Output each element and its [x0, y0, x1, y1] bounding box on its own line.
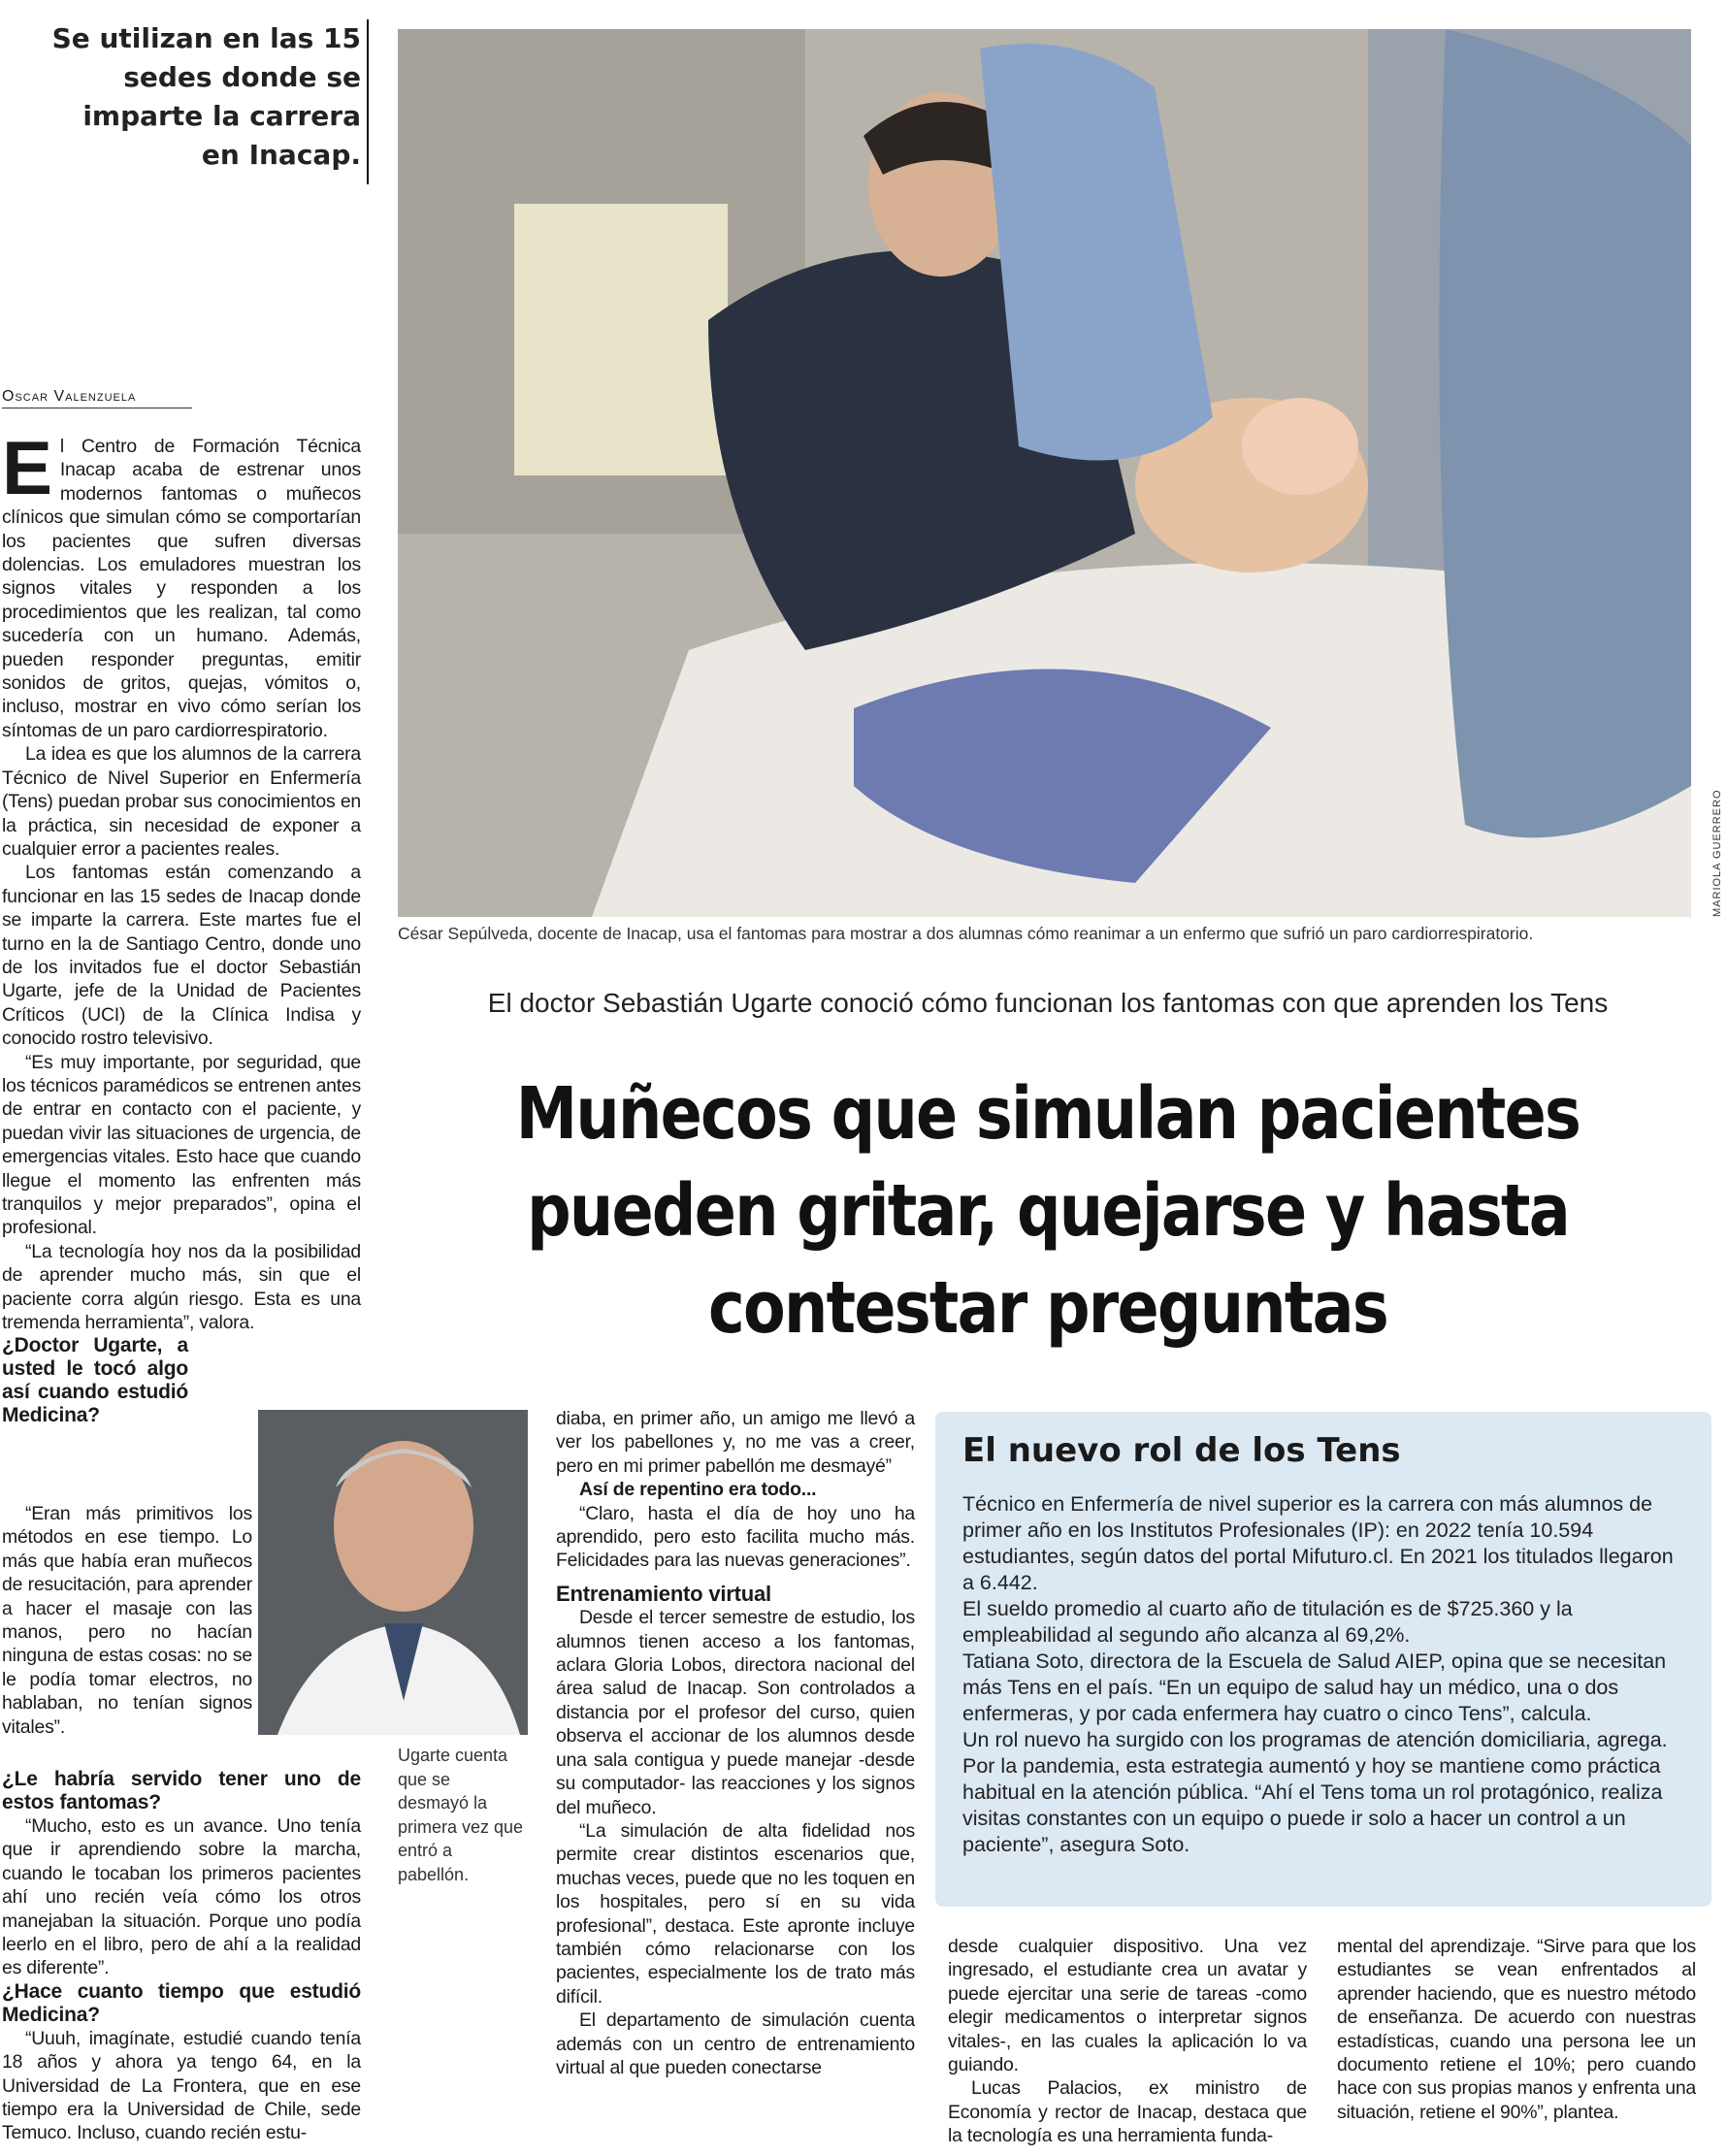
paragraph: l Centro de Formación Técnica Inacap acaba de estrenar unos modernos fantomas o muñecos clínicos que simulan cómo se comportarían los pacientes que sufren diversas dolencias. Los emuladores muestran los signos vitales y responden a los procedimientos que les realizan, tal como sucedería con un humano. Además, pueden responder preguntas, emitir sonidos de gritos, quejas, vómitos o, incluso, mostrar en vivo cómo serían los síntomas de un paro cardiorrespiratorio.	[2, 436, 361, 741]
main-photo	[398, 29, 1691, 917]
kicker-line: imparte la carrera	[82, 100, 361, 132]
paragraph: “La simulación de alta fidelidad nos permite crear distintos escenarios que, muchas veces, puede que no les toquen en los hospitales, pero sí en su vida profesional”, destaca. Este apronte incluye también cómo relacionarse con los pacientes, especialmente los de trato más difícil.	[556, 1819, 915, 2008]
headline-line: Muñecos que simulan pacientes	[515, 1072, 1580, 1156]
interview-question: ¿Doctor Ugarte, a usted le tocó algo así cuando estudió Medicina?	[2, 1334, 188, 1427]
paragraph: “Mucho, esto es un avance. Uno tenía que ir aprendiendo sobre la marcha, cuando le tocaban los primeros pacientes ahí uno recién veía cómo los otros manejaban la situación. Porque uno podía leerlo en el libro, pero de ahí a la realidad es diferente”.	[2, 1815, 361, 1979]
paragraph: Un rol nuevo ha surgido con los programas de atención domiciliaria, agrega. Por la pandemia, esta estrategia aumentó y hoy se mantiene como práctica habitual en la atención pública. “Ahí el Tens toma un rol protagónico, realiza visitas constantes con un equipo o puede ir solo a hacer un control a un paciente”, asegura Soto.	[962, 1728, 1668, 1856]
kicker-line: en Inacap.	[201, 139, 361, 171]
deck: El doctor Sebastián Ugarte conoció cómo funcionan los fantomas con que aprenden los Tens	[487, 988, 1609, 1018]
sidebar-box-title: El nuevo rol de los Tens	[962, 1431, 1401, 1470]
kicker-rule	[367, 19, 369, 184]
paragraph: “Uuuh, imagínate, estudié cuando tenía 18 años y ahora ya tengo 64, en la Universidad de La Frontera, que en ese tiempo era la Universidad de Chile, sede Temuco. Incluso, cuando recién estu-	[2, 2027, 361, 2144]
paragraph: Desde el tercer semestre de estudio, los alumnos tienen acceso a los fantomas, aclara Gloria Lobos, directora nacional del área salud de Inacap. Son controlados a distancia por el profesor del curso, quien observa el accionar de los alumnos desde una sala contigua y puede manejar -desde su computador- las reacciones y los signos del muñeco.	[556, 1607, 915, 1818]
kicker	[39, 19, 361, 175]
sidebar-box-text	[962, 1491, 1690, 1858]
headline-line: contestar preguntas	[708, 1266, 1387, 1350]
paragraph: Tatiana Soto, directora de la Escuela de Salud AIEP, opina que se necesitan más Tens en el país. “En un equipo de salud hay un médico, una o dos enfermeras, y por cada enfermera hay cuatro o cinco Tens”, calcula.	[962, 1650, 1667, 1725]
paragraph: desde cualquier dispositivo. Una vez ingresado, el estudiante crea un avatar y puede ejercitar una serie de tareas -como elegir medicamentos o interpretar signos vitales-, en las cuales la aplicación lo va guiando.	[948, 1936, 1307, 2076]
article-column-1b	[2, 1502, 252, 1739]
byline: Oscar Valenzuela	[2, 388, 137, 405]
section-subhead: Entrenamiento virtual	[556, 1581, 771, 1606]
sidebar-box	[935, 1412, 1711, 1907]
paragraph: Los fantomas están comenzando a funcionar en las 15 sedes de Inacap donde se imparte la carrera. Este martes fue el turno en la de Santiago Centro, donde uno de los invitados fue el doctor Sebastián Ugarte, jefe de la Unidad de Pacientes Críticos (UCI) de la Clínica Indisa y conocido rostro televisivo.	[2, 862, 361, 1050]
paragraph: El departamento de simulación cuenta además con un centro de entrenamiento virtual al que pueden conectarse	[556, 2009, 915, 2078]
article-column-3	[556, 1407, 915, 2079]
headline-line: pueden gritar, quejarse y hasta	[527, 1169, 1569, 1253]
interview-question: ¿Le habría servido tener uno de estos fantomas?	[2, 1768, 361, 1813]
paragraph: “Eran más primitivos los métodos en ese tiempo. Lo más que había eran muñecos de resucitación, para aprender a hacer el masaje con las manos, pero no hacían ninguna de estas cosas: no se le podía tomar electros, no hablaban, no tenían signos vitales”.	[2, 1503, 252, 1738]
main-photo-illustration	[398, 29, 1691, 917]
paragraph: La idea es que los alumnos de la carrera Técnico de Nivel Superior en Enfermería (Tens) puedan probar sus conocimientos en la práctica, sin necesidad de exponer a cualquier error a pacientes reales.	[2, 743, 361, 860]
headline	[464, 1065, 1632, 1356]
interview-question: ¿Hace cuanto tiempo que estudió Medicina?	[2, 1979, 361, 2026]
paragraph: “La tecnología hoy nos da la posibilidad de aprender mucho más, sin que el paciente corra algún riesgo. Esta es una tremenda herramienta”, valora.	[2, 1240, 361, 1334]
photo-credit: MARIOLA GUERRERO	[1711, 789, 1723, 917]
article-column-4	[948, 1935, 1307, 2148]
paragraph: El sueldo promedio al cuarto año de titulación es de $725.360 y la empleabilidad al segundo año alcanza al 69,2%.	[962, 1597, 1573, 1647]
paragraph: Lucas Palacios, ex ministro de Economía y rector de Inacap, destaca que la tecnología es una herramienta funda-	[948, 2077, 1307, 2147]
paragraph: Técnico en Enfermería de nivel superior es la carrera con más alumnos de primer año en los Institutos Profesionales (IP): en 2022 tenía 10.594 estudiantes, según datos del portal Mifuturo.cl. En 2021 los titulados llegaron a 6.442.	[962, 1492, 1674, 1594]
portrait-caption: Ugarte cuenta que se desmayó la primera vez que entró a pabellón.	[398, 1746, 524, 1884]
paragraph: “Es muy importante, por seguridad, que los técnicos paramédicos se entrenen antes de entrar en contacto con el paciente, y puedan vivir las situaciones de urgencia, de emergencias vitales. Esto hace que cuando llegue el momento las enfrenten más tranquilos y mejor preparados”, opina el profesional.	[2, 1051, 361, 1239]
portrait-illustration	[258, 1410, 528, 1735]
paragraph: mental del aprendizaje. “Sirve para que los estudiantes se vean enfrentados al aprender haciendo, que es nuestro método de enseñanza. De acuerdo con nuestras estadísticas, cuando una persona lee un documento retiene el 10%; pero cuando hace con sus propias manos y enfrenta una situación, retiene el 90%”, plantea.	[1337, 1936, 1696, 2123]
article-column-5	[1337, 1935, 1696, 2124]
paragraph: “Claro, hasta el día de hoy uno ha aprendido, pero esto facilita mucho más. Felicidades para las nuevas generaciones”.	[556, 1502, 915, 1572]
photo-caption: César Sepúlveda, docente de Inacap, usa el fantomas para mostrar a dos alumnas cómo reanimar a un enfermo que sufrió un paro cardiorrespiratorio.	[398, 924, 1534, 943]
interview-question: Así de repentino era todo...	[579, 1479, 817, 1501]
drop-cap: E	[2, 425, 52, 510]
article-column-1c	[2, 1768, 361, 2145]
article-column-1	[2, 425, 361, 1427]
paragraph: diaba, en primer año, un amigo me llevó a ver los pabellones y, no me vas a creer, pero en mi primer pabellón me desmayé”	[556, 1408, 915, 1477]
kicker-line: Se utilizan en las 15	[51, 22, 361, 54]
kicker-line: sedes donde se	[123, 61, 361, 93]
portrait-photo	[258, 1410, 528, 1735]
